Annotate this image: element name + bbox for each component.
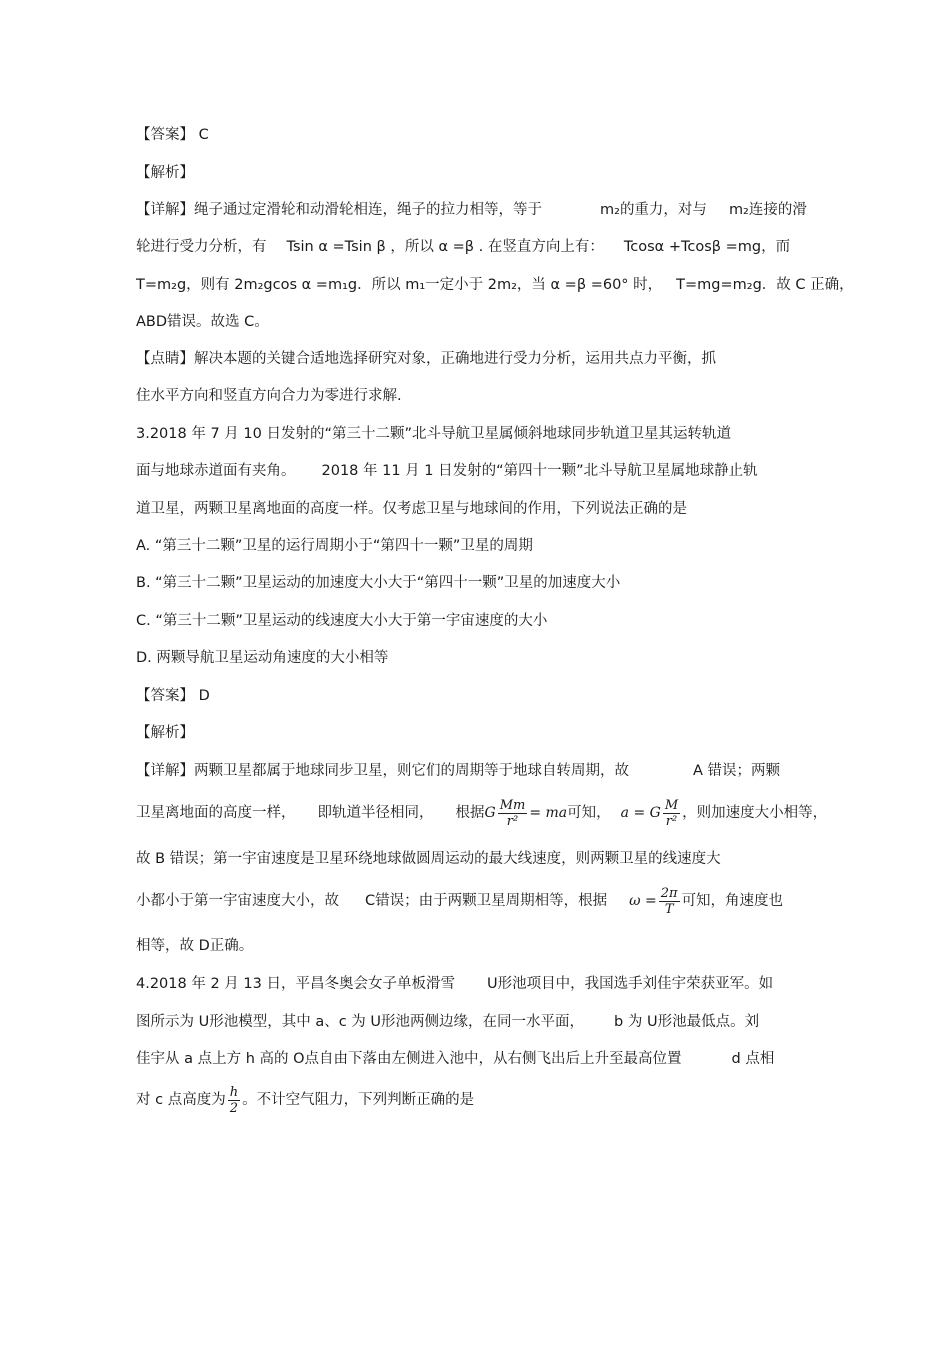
detail-text: Tsin α =Tsin β ，所以 α =β . 在竖直方向上有： [286, 239, 604, 255]
acceleration-formula [620, 797, 682, 829]
detail-text: Tcosα +Tcosβ =mg，而 [623, 239, 791, 255]
formula-numerator: Mm [499, 797, 526, 813]
question-stem [136, 1049, 774, 1069]
formula-fraction [498, 798, 528, 829]
detail-text: 轮进行受力分析，有 [136, 239, 267, 255]
answer-line: 【答案】 C [136, 127, 209, 143]
stem-text: 2018 年 11 月 1 日发射的“第四十一颗”北斗导航卫星属地球静止轨 [321, 463, 758, 479]
detail-text: ，则加速度大小相等， [682, 805, 828, 821]
stem-text: 对 c 点高度为 [136, 1092, 226, 1108]
formula-fraction [659, 886, 680, 917]
detail-text: 【详解】两颗卫星都属于地球同步卫星，则它们的周期等于地球自转周期，故 [136, 763, 629, 779]
detail-line: 故 B 错误；第一宇宙速度是卫星环绕地球做圆周运动的最大线速度，则两颗卫星的线速度大 [136, 851, 721, 867]
analysis-label: 【解析】 [136, 165, 194, 181]
answer-line: 【答案】 D [136, 688, 210, 704]
formula-fraction [663, 798, 680, 829]
stem-text: 面与地球赤道面有夹角。 [136, 463, 296, 479]
formula-denominator: 2 [229, 1100, 239, 1116]
question-stem: 3.2018 年 7 月 10 日发射的“第三十二颗”北斗导航卫星属倾斜地球同步轨道卫星其运转轨道 [136, 426, 731, 442]
formula-rhs: = ma [529, 805, 568, 821]
detail-line [136, 275, 854, 295]
formula-denominator: r² [665, 813, 678, 829]
option-b: B. “第三十二颗”卫星运动的加速度大小大于“第四十一颗”卫星的加速度大小 [136, 575, 621, 591]
formula-lhs: a = G [620, 805, 661, 821]
angular-velocity-formula [629, 885, 681, 917]
formula-numerator: h [229, 1084, 239, 1100]
stem-text: 佳宇从 a 点上方 h 高的 O点自由下落由左侧进入池中，从右侧飞出后上升至最高位置 [136, 1051, 682, 1067]
detail-text: A 错误；两颗 [693, 763, 781, 779]
gravitation-formula [484, 797, 568, 829]
option-c: C. “第三十二颗”卫星运动的线速度大小大于第一宇宙速度的大小 [136, 613, 548, 629]
detail-text: m₂连接的滑 [728, 202, 807, 218]
stem-text: b 为 U形池最低点。刘 [614, 1014, 760, 1030]
question-stem [136, 974, 773, 994]
option-d: D. 两颗导航卫星运动角速度的大小相等 [136, 650, 389, 666]
formula-numerator: 2π [660, 885, 678, 901]
formula-denominator: T [664, 901, 674, 917]
stem-text: 图所示为 U形池模型，其中 a、c 为 U形池两侧边缘，在同一水平面， [136, 1014, 585, 1030]
analysis-label: 【解析】 [136, 725, 194, 741]
detail-text: C错误；由于两颗卫星周期相等，根据 [365, 893, 608, 909]
question-stem [136, 1012, 759, 1032]
detail-text: 即轨道半径相同， [317, 805, 434, 821]
comment-line: 住水平方向和竖直方向合力为零进行求解. [136, 388, 402, 404]
detail-text: 卫星离地面的高度一样， [136, 805, 296, 821]
formula-lhs: ω = [629, 893, 657, 909]
detail-line [136, 794, 827, 832]
stem-text: 。不计空气阻力，下列判断正确的是 [242, 1092, 475, 1108]
comment-line: 【点睛】解决本题的关键合适地选择研究对象，正确地进行受力分析，运用共点力平衡，抓 [136, 351, 716, 367]
stem-text: d 点相 [731, 1051, 775, 1067]
detail-text: 【详解】绳子通过定滑轮和动滑轮相连，绳子的拉力相等，等于 [136, 202, 542, 218]
detail-line [136, 237, 790, 257]
detail-line: ABD错误。故选 C。 [136, 314, 269, 330]
detail-line [136, 882, 783, 920]
detail-text: 可知，角速度也 [681, 893, 784, 909]
detail-text: 可知， [567, 805, 611, 821]
detail-line [136, 200, 807, 220]
detail-line: 相等，故 D正确。 [136, 938, 254, 954]
detail-line [136, 761, 780, 781]
formula-symbol: G [484, 805, 496, 821]
stem-text: U形池项目中，我国选手刘佳宇荣获亚军。如 [486, 976, 774, 992]
option-a: A. “第三十二颗”卫星的运行周期小于“第四十一颗”卫星的周期 [136, 538, 533, 554]
formula-numerator: M [664, 797, 679, 813]
question-stem: 道卫星，两颗卫星离地面的高度一样。仅考虑卫星与地球间的作用，下列说法正确的是 [136, 501, 687, 517]
detail-text: T=mg=m₂g．故 C 正确， [676, 277, 854, 293]
stem-text: 4.2018 年 2 月 13 日，平昌冬奥会女子单板滑雪 [136, 976, 455, 992]
detail-text: m₂的重力，对与 [600, 202, 707, 218]
question-stem [136, 461, 758, 481]
detail-text: T=m₂g，则有 2m₂gcos α =m₁g．所以 m₁一定小于 2m₂，当 α =β =60° 时， [136, 277, 663, 293]
question-stem [136, 1080, 474, 1120]
detail-text: 小都小于第一宇宙速度大小，故 [136, 893, 339, 909]
detail-text: 根据 [455, 805, 485, 821]
height-fraction [228, 1085, 240, 1116]
formula-denominator: r² [506, 813, 519, 829]
